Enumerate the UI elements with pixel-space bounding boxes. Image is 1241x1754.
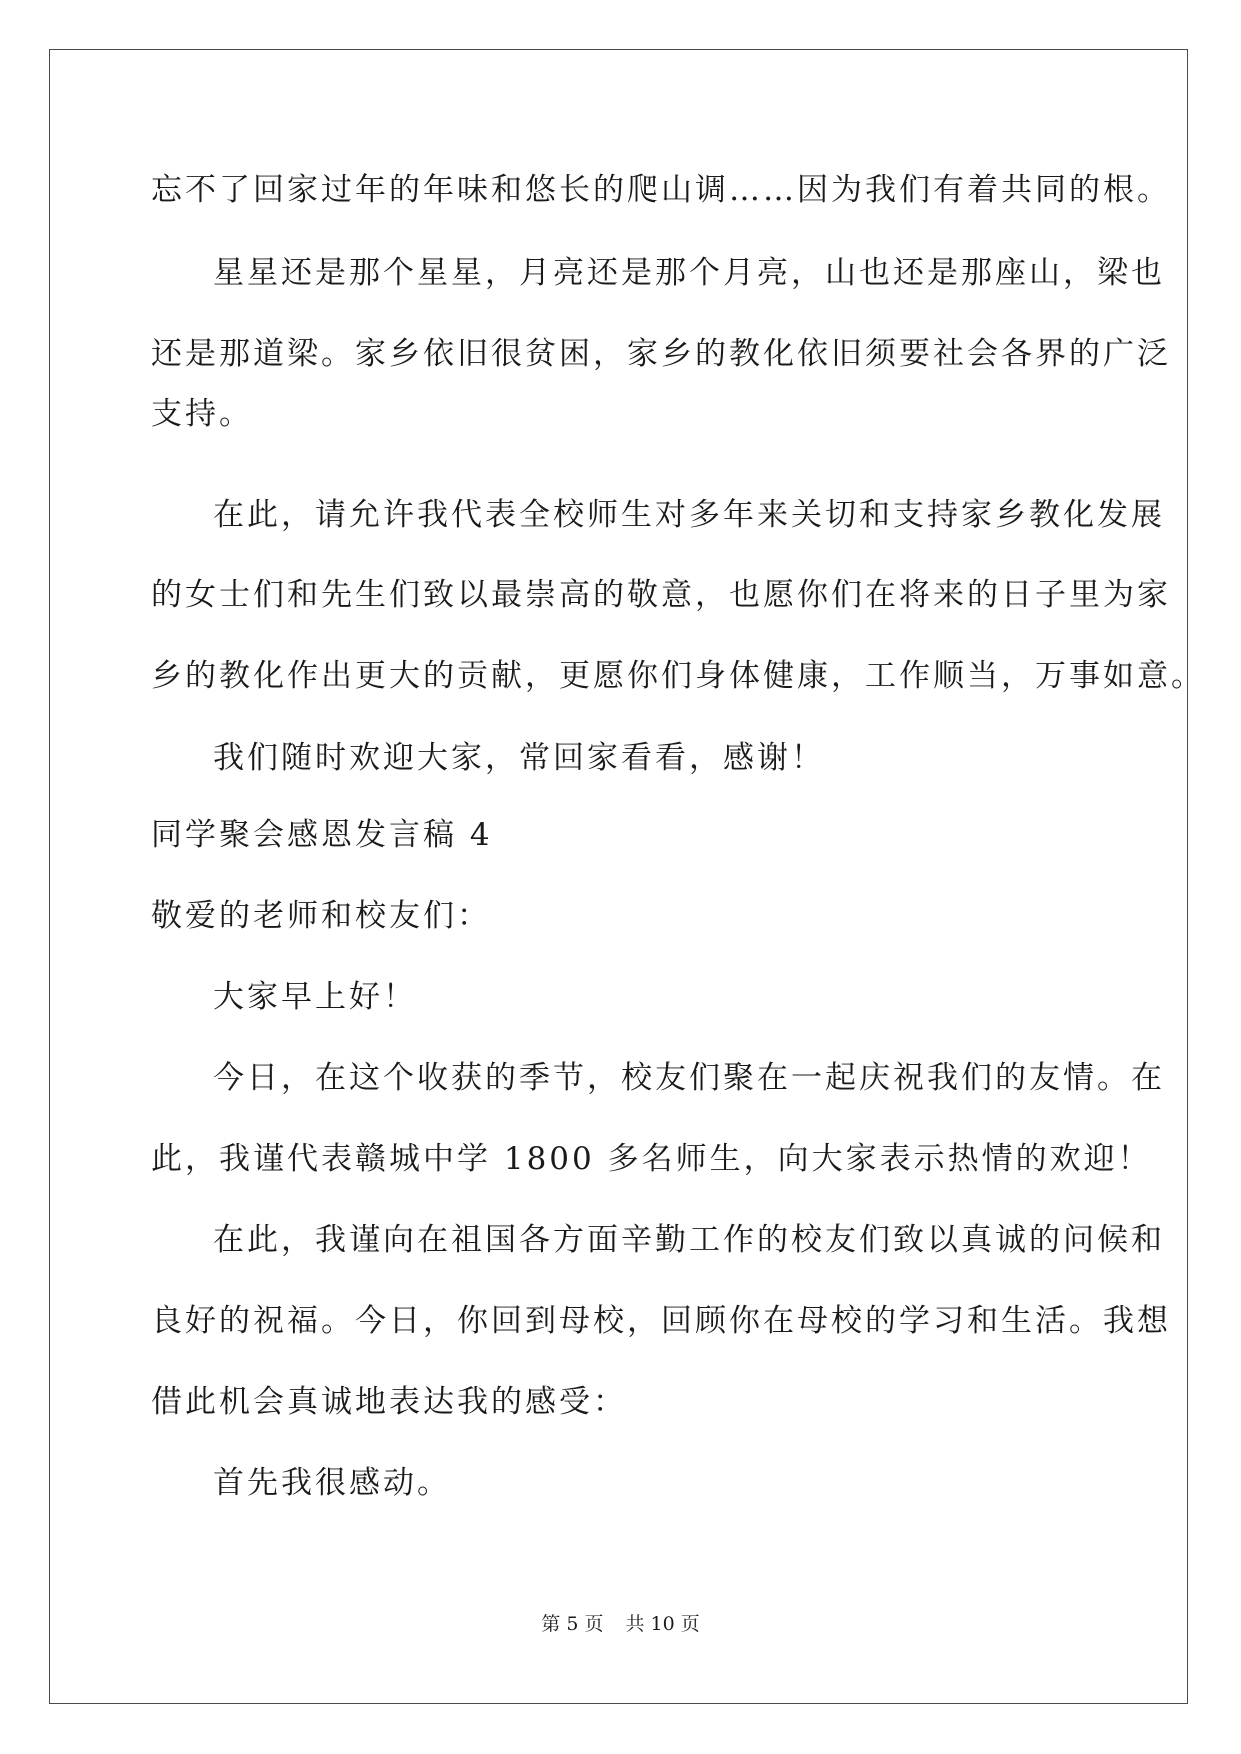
page-number: 第 5 页 — [541, 1613, 604, 1635]
body-line: 还是那道梁。家乡依旧很贫困，家乡的教化依旧须要社会各界的广泛 — [151, 336, 1171, 372]
body-line: 支持。 — [151, 396, 253, 432]
page-frame — [49, 49, 1188, 1704]
paragraph-start: 在此，请允许我代表全校师生对多年来关切和支持家乡教化发展 — [213, 497, 1165, 533]
paragraph-start: 在此，我谨向在祖国各方面辛勤工作的校友们致以真诚的问候和 — [213, 1222, 1165, 1258]
paragraph-start: 今日，在这个收获的季节，校友们聚在一起庆祝我们的友情。在 — [213, 1060, 1165, 1096]
salutation: 敬爱的老师和校友们： — [151, 898, 491, 934]
section-heading: 同学聚会感恩发言稿 4 — [151, 817, 493, 853]
body-line: 此，我谨代表赣城中学 1800 多名师生，向大家表示热情的欢迎！ — [151, 1141, 1152, 1177]
body-line: 借此机会真诚地表达我的感受： — [151, 1384, 627, 1420]
paragraph-start: 我们随时欢迎大家，常回家看看，感谢！ — [213, 740, 825, 776]
page-total: 共 10 页 — [625, 1613, 700, 1635]
paragraph-start: 星星还是那个星星，月亮还是那个月亮，山也还是那座山，梁也 — [213, 255, 1165, 291]
body-line: 忘不了回家过年的年味和悠长的爬山调……因为我们有着共同的根。 — [151, 172, 1171, 208]
body-line: 的女士们和先生们致以最崇高的敬意，也愿你们在将来的日子里为家 — [151, 577, 1171, 613]
page-footer — [0, 1612, 1241, 1636]
greeting: 大家早上好！ — [213, 979, 417, 1015]
body-line: 乡的教化作出更大的贡献，更愿你们身体健康，工作顺当，万事如意。 — [151, 658, 1205, 694]
paragraph-start: 首先我很感动。 — [213, 1465, 451, 1501]
body-line: 良好的祝福。今日，你回到母校，回顾你在母校的学习和生活。我想 — [151, 1303, 1171, 1339]
